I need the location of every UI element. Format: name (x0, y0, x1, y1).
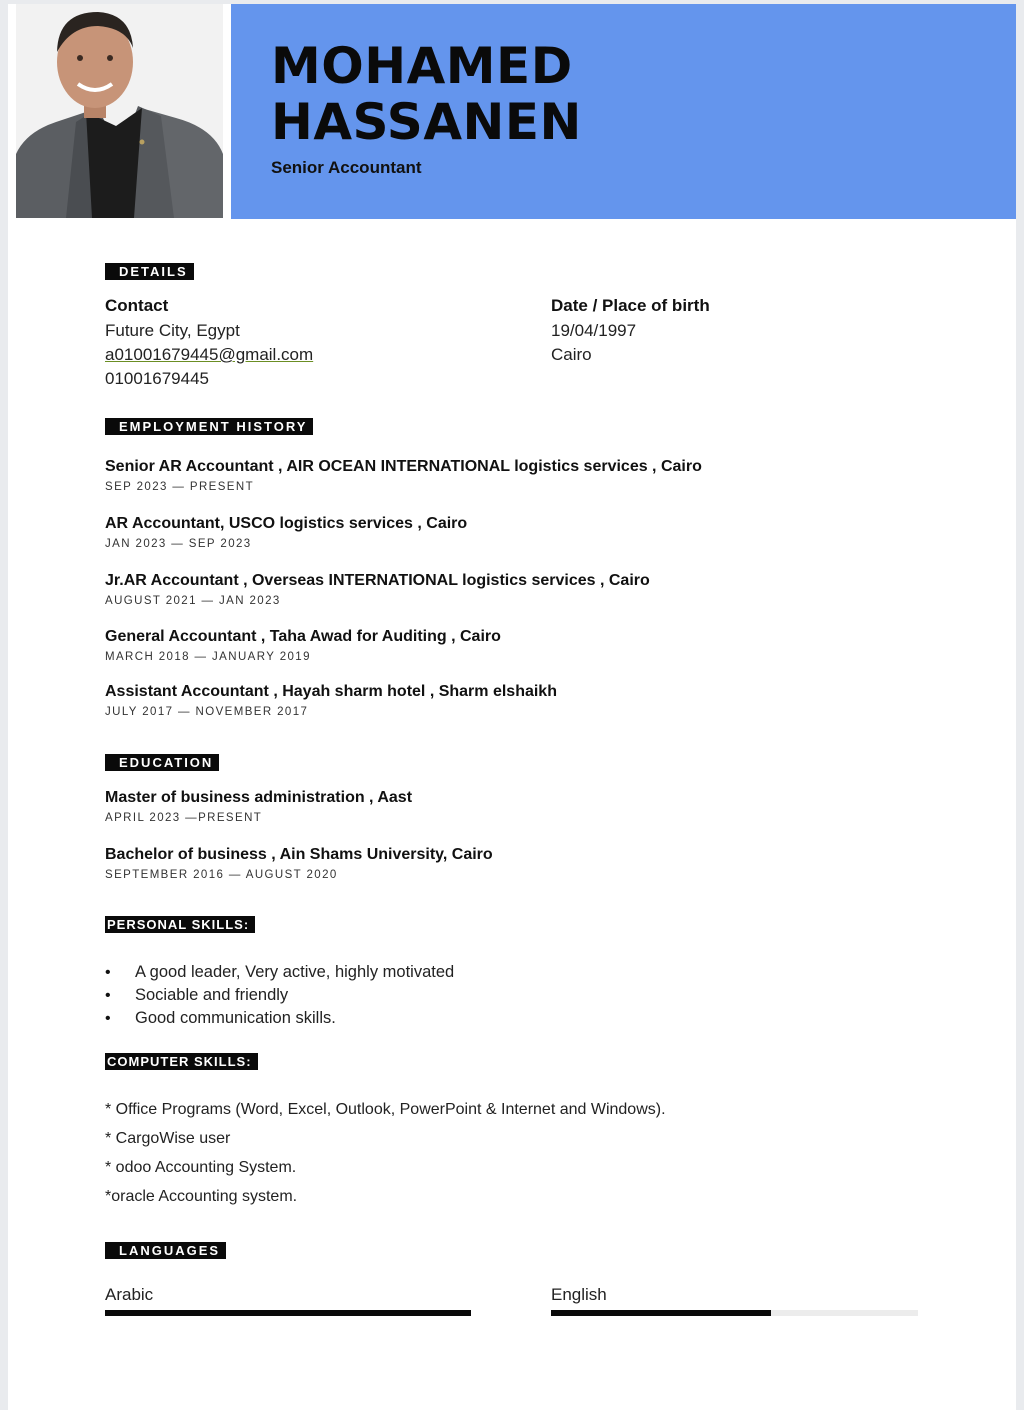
job-entry (105, 515, 467, 550)
birth-place: Cairo (551, 345, 592, 364)
name-line-1: MOHAMED (271, 37, 573, 95)
education-entry (105, 846, 493, 881)
job-heading: Assistant Accountant , Hayah sharm hotel , Sharm elshaikh (105, 683, 557, 700)
list-item: • Sociable and friendly (105, 984, 454, 1007)
contact-heading: Contact (105, 296, 169, 315)
job-dates: AUGUST 2021 — JAN 2023 (105, 595, 281, 607)
job-dates: JAN 2023 — SEP 2023 (105, 538, 252, 550)
birth-date: 19/04/1997 (551, 321, 637, 340)
job-dates: MARCH 2018 — JANUARY 2019 (105, 651, 311, 663)
list-item: • Good communication skills. (105, 1007, 454, 1030)
contact-phone: 01001679445 (105, 369, 210, 388)
job-heading: Jr.AR Accountant , Overseas INTERNATIONAL logistics services , Cairo (105, 572, 650, 589)
list-item: • A good leader, Very active, highly motivated (105, 961, 454, 984)
employment-section-label: EMPLOYMENT HISTORY (105, 418, 313, 435)
computer-skills-section-label: COMPUTER SKILLS: (105, 1053, 258, 1070)
languages-section-label: LANGUAGES (105, 1242, 226, 1259)
contact-address: Future City, Egypt (105, 321, 240, 340)
job-heading: Senior AR Accountant , AIR OCEAN INTERNATIONAL logistics services , Cairo (105, 458, 702, 475)
details-section-label: DETAILS (105, 263, 194, 280)
education-dates: APRIL 2023 —PRESENT (105, 812, 263, 824)
job-entry (105, 572, 650, 607)
job-dates: JULY 2017 — NOVEMBER 2017 (105, 706, 309, 718)
list-item: * Office Programs (Word, Excel, Outlook, PowerPoint & Internet and Windows). (105, 1101, 666, 1118)
education-section-label: EDUCATION (105, 754, 219, 771)
header-banner (231, 4, 1016, 219)
profile-photo (16, 4, 223, 218)
language-english-label: English (551, 1285, 607, 1304)
job-entry (105, 458, 702, 493)
job-title: Senior Accountant (271, 158, 422, 177)
education-heading: Bachelor of business , Ain Shams University, Cairo (105, 846, 493, 863)
education-dates: SEPTEMBER 2016 — AUGUST 2020 (105, 869, 338, 881)
job-dates: SEP 2023 — PRESENT (105, 481, 254, 493)
job-entry (105, 628, 501, 663)
personal-skills-section-label: PERSONAL SKILLS: (105, 916, 255, 933)
candidate-name (271, 38, 582, 150)
list-item: * odoo Accounting System. (105, 1159, 297, 1176)
birth-heading: Date / Place of birth (551, 296, 710, 315)
resume-page (8, 4, 1016, 1410)
education-heading: Master of business administration , Aast (105, 789, 413, 806)
person-portrait-icon (16, 4, 223, 218)
job-heading: AR Accountant, USCO logistics services , Cairo (105, 515, 468, 532)
job-heading: General Accountant , Taha Awad for Auditing , Cairo (105, 628, 501, 645)
list-item: *oracle Accounting system. (105, 1188, 298, 1205)
job-entry (105, 683, 557, 718)
list-item: * CargoWise user (105, 1130, 231, 1147)
contact-email-link[interactable]: a01001679445@gmail.com (105, 345, 314, 364)
language-arabic-label: Arabic (105, 1285, 154, 1304)
personal-skills-list (105, 961, 454, 1030)
name-line-2: HASSANEN (271, 93, 582, 151)
language-arabic-level-bar (105, 1310, 471, 1316)
language-english-level-bar (551, 1310, 918, 1316)
language-level-fill (105, 1310, 471, 1316)
language-level-fill (551, 1310, 771, 1316)
education-entry (105, 789, 412, 824)
